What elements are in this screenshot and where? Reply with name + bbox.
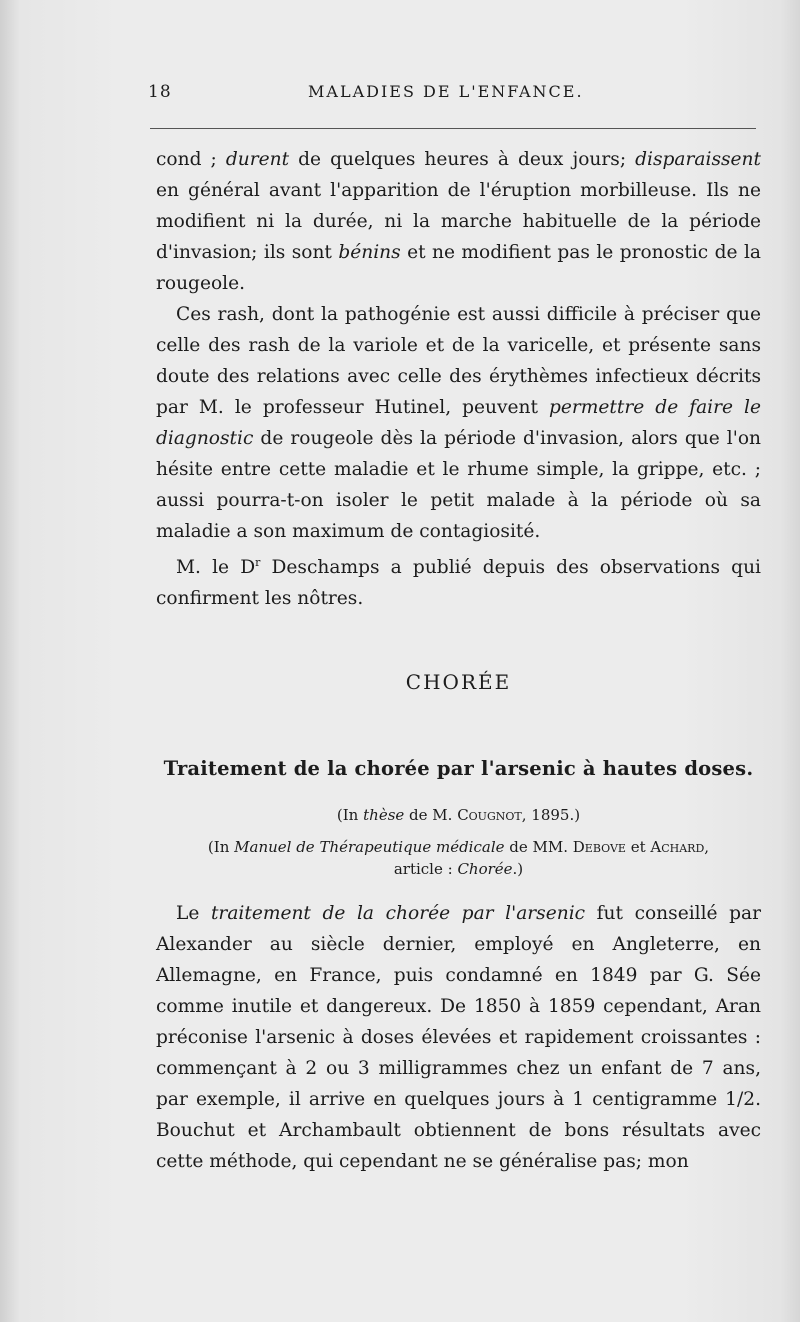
reference-manual: (In Manuel de Thérapeutique médicale de MM. Debove et Achard, article : Chorée.) [207,838,710,878]
paragraph-continuation: cond ; durent de quelques heures à deux jours; disparaissent en général avant l'apparition de l'éruption morbilleuse. Ils ne modifient ni la durée, ni la marche habituelle de la période d'invasion; ils sont bénins et ne modifient pas le pronostic de la rougeole. [156,149,761,294]
page-header [148,82,758,112]
article-title: Traitement de la chorée par l'arsenic à hautes doses. [163,757,754,780]
section-title: CHORÉE [405,670,512,694]
page-number: 18 [148,82,172,102]
paragraph-arsenic: Le traitement de la chorée par l'arsenic fut conseillé par Alexander au siècle dernier, employé en Angleterre, en Allemagne, en France, puis condamné en 1849 par G. Sée comme inutile et dangereux. De 1850 à 1859 cependant, Aran préconise l'arsenic à doses élevées et rapidement croissantes : commençant à 2 ou 3 milligrammes chez un enfant de 7 ans, par exemple, il arrive en quelques jours à 1 centigramme 1/2. Bouchut et Archambault obtiennent de bons résultats avec cette méthode, qui cependant ne se généralise pas; mon [156,903,762,1172]
text-block-top [156,144,761,614]
header-rule [150,128,756,129]
text-block-bottom [156,898,761,1177]
paragraph-deschamps: M. le $D^r$ Deschamps a publié depuis des observations qui confirment les nôtres. [156,556,761,610]
reference-thesis: (In thèse de M. Cougnot, 1895.) [336,806,581,824]
running-head: MALADIES DE L'ENFANCE. [308,82,584,101]
paragraph-rash: Ces rash, dont la pathogénie est aussi difficile à préciser que celle des rash de la variole et de la varicelle, et présente sans doute des relations avec celle des érythèmes infectieux décrits par M. le professeur Hutinel, peuvent permettre de faire le diagnostic de rougeole dès la période d'invasion, alors que l'on hésite entre cette maladie et le rhume simple, la grippe, etc. ; aussi pourra-t-on isoler le petit malade à la période où sa maladie a son maximum de contagiosité. [156,304,761,542]
